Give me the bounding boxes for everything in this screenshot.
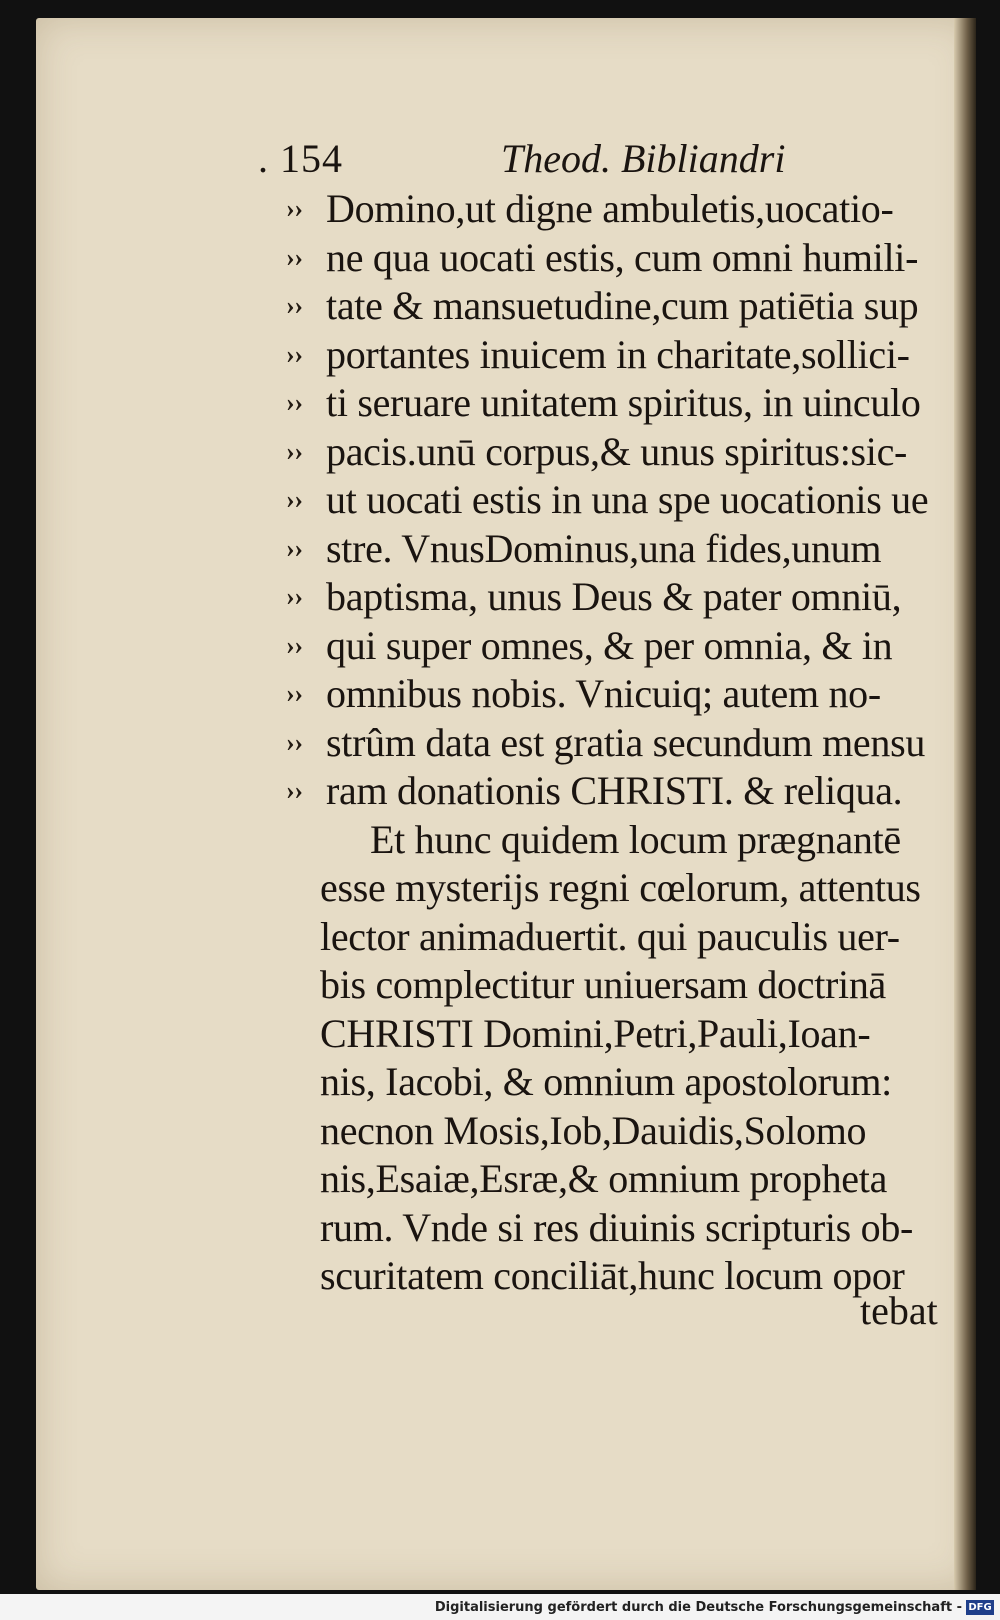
quoted-line xyxy=(250,331,950,380)
paragraph-line xyxy=(250,1204,950,1253)
quoted-line-text: ut uocati estis in una spe uocationis ue xyxy=(326,477,929,522)
quoted-line-text: ti seruare unitatem spiritus, in uinculo xyxy=(326,380,921,425)
paragraph-line xyxy=(250,816,950,865)
paragraph-line-text: rum. Vnde si res diuinis scripturis ob- xyxy=(320,1204,914,1250)
paragraph-line xyxy=(250,1010,950,1059)
paragraph-line xyxy=(250,1107,950,1156)
paragraph-line xyxy=(250,1252,950,1301)
quote-mark: ›› xyxy=(286,679,303,708)
quote-mark: ›› xyxy=(286,485,303,514)
quoted-line xyxy=(250,379,950,428)
quote-mark: ›› xyxy=(286,339,303,369)
quoted-line-text: tate & mansuetudine,cum patiētia sup xyxy=(326,283,919,328)
quote-mark: ›› xyxy=(286,242,303,272)
footer-credit: Digitalisierung gefördert durch die Deutsche Forschungsgemeinschaft - xyxy=(434,1600,962,1615)
page-number: . 154 xyxy=(258,136,343,181)
quote-mark: ›› xyxy=(286,776,303,805)
paragraph-line-text: necnon Mosis,Iob,Dauidis,Solomo xyxy=(320,1107,867,1153)
paragraph-line xyxy=(250,1155,950,1204)
paragraph-line xyxy=(250,961,950,1010)
quoted-line xyxy=(250,573,950,622)
quoted-line-text: strûm data est gratia secundum mensu xyxy=(326,719,926,765)
paragraph-line-text: nis, Iacobi, & omnium apostolorum: xyxy=(320,1059,892,1104)
footer-bar xyxy=(0,1594,1000,1620)
quoted-line-text: ne qua uocati estis, cum omni humili- xyxy=(326,234,919,280)
quoted-line xyxy=(250,719,950,768)
quoted-line xyxy=(250,670,950,719)
quoted-line xyxy=(250,476,950,525)
page-edge xyxy=(954,18,976,1590)
quoted-line-text: portantes inuicem in charitate,sollici- xyxy=(326,331,910,377)
quote-mark: ›› xyxy=(286,582,303,611)
paragraph-line-text: CHRISTI Domini,Petri,Pauli,Ioan- xyxy=(320,1010,871,1056)
paragraph-line-text: scuritatem conciliāt,hunc locum opor xyxy=(320,1253,905,1298)
page-header xyxy=(258,135,818,185)
paragraph-line xyxy=(250,1058,950,1107)
dfg-logo: DFG xyxy=(966,1600,994,1615)
quoted-line-text: pacis.unū corpus,& unus spiritus:sic- xyxy=(326,428,908,474)
quoted-line xyxy=(250,428,950,477)
paragraph-line-text: lector animaduertit. qui pauculis uer- xyxy=(320,913,900,959)
paragraph-line-text: nis,Esaiæ,Esræ,& omnium propheta xyxy=(320,1156,888,1201)
quoted-line-text: Domino,ut digne ambuletis,uocatio- xyxy=(326,186,894,231)
quoted-line xyxy=(250,234,950,283)
paragraph-line xyxy=(250,913,950,962)
paragraph-line xyxy=(250,864,950,913)
quote-mark: ›› xyxy=(286,533,303,563)
quoted-line-text: qui super omnes, & per omnia, & in xyxy=(326,622,893,668)
quote-mark: ›› xyxy=(286,291,303,320)
running-head: Theod. Bibliandri xyxy=(501,136,786,181)
quoted-line-text: ram donationis CHRISTI. & reliqua. xyxy=(326,768,903,813)
quote-mark: ›› xyxy=(286,388,303,417)
quoted-line xyxy=(250,622,950,671)
quoted-line xyxy=(250,282,950,331)
text-block xyxy=(250,185,950,1301)
quoted-line xyxy=(250,185,950,234)
quoted-line-text: baptisma, unus Deus & pater omniū, xyxy=(326,574,902,619)
quoted-line xyxy=(250,525,950,574)
paragraph-line-text: esse mysterijs regni cœlorum, attentus xyxy=(320,865,921,910)
quoted-line xyxy=(250,767,950,816)
quote-mark: ›› xyxy=(286,436,303,466)
quote-mark: ›› xyxy=(286,194,303,223)
quote-mark: ›› xyxy=(286,727,303,757)
quoted-line-text: stre. VnusDominus,una fides,unum xyxy=(326,525,882,571)
quote-mark: ›› xyxy=(286,630,303,660)
paragraph-line-text: Et hunc quidem locum prægnantē xyxy=(370,816,901,862)
paragraph-line-text: bis complectitur uniuersam doctrinā xyxy=(320,962,887,1007)
catchword: tebat xyxy=(860,1288,938,1333)
quoted-line-text: omnibus nobis. Vnicuiq; autem no- xyxy=(326,671,881,716)
